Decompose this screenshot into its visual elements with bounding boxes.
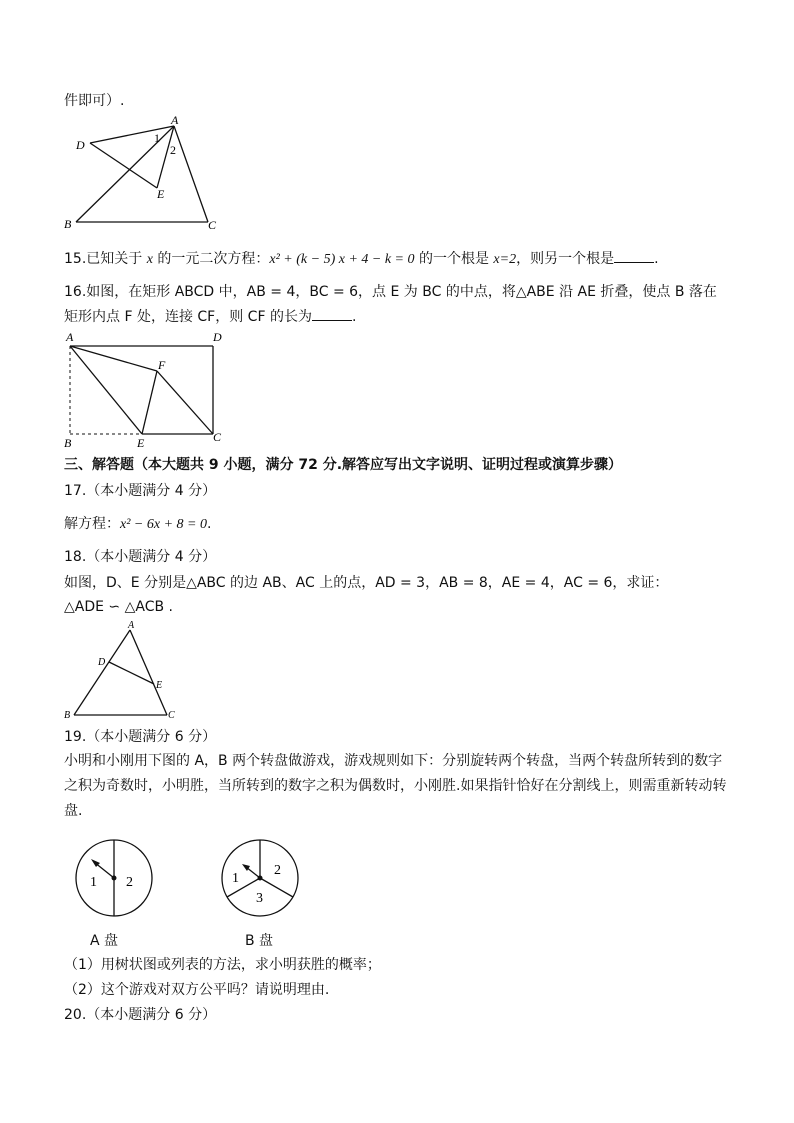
question-18-header: 18.（本小题满分 4 分） — [64, 549, 217, 565]
segment-ac — [174, 126, 208, 222]
label-e: E — [157, 187, 165, 201]
svg-text:1: 1 — [90, 875, 97, 890]
question-18-line2: △ADE ∽ △ACB . — [64, 599, 173, 615]
svg-text:B: B — [64, 710, 71, 721]
question-17-body: 解方程：x² − 6x + 8 = 0. — [64, 516, 212, 532]
spinner-b — [218, 838, 308, 922]
svg-text:2: 2 — [126, 875, 133, 890]
question-17-header: 17.（本小题满分 4 分） — [64, 483, 217, 499]
angle-2-label: 2 — [170, 143, 176, 157]
figure-q16 — [60, 326, 235, 450]
answer-blank — [614, 250, 654, 263]
label-d: D — [76, 138, 85, 152]
figure-q18 — [60, 618, 190, 723]
question-19-line3: 盘. — [64, 803, 83, 819]
svg-text:2: 2 — [274, 863, 281, 878]
question-19-sub2: （2）这个游戏对双方公平吗？请说明理由. — [64, 982, 330, 998]
question-20-header: 20.（本小题满分 6 分） — [64, 1007, 217, 1023]
svg-text:F: F — [158, 358, 166, 372]
question-19-header: 19.（本小题满分 6 分） — [64, 729, 217, 745]
question-19-sub1: （1）用树状图或列表的方法，求小明获胜的概率； — [64, 957, 381, 973]
segment-ad — [90, 126, 174, 143]
question-19-line2: 之积为奇数时，小明胜，当所转到的数字之积为偶数时，小刚胜.如果指针恰好在分割线上，则需重新转动转 — [64, 778, 727, 794]
angle-1-label: 1 — [154, 131, 160, 145]
question-19-line1: 小明和小刚用下图的 A，B 两个转盘做游戏，游戏规则如下：分别旋转两个转盘，当两个转盘所转到的数字 — [64, 753, 723, 769]
question-18-line1: 如图，D、E 分别是△ABC 的边 AB、AC 上的点，AD = 3，AB = 8，AE = 4，AC = 6，求证： — [64, 575, 669, 591]
svg-text:3: 3 — [256, 891, 263, 906]
section-three-heading: 三、解答题（本大题共 9 小题，满分 72 分.解答应写出文字说明、证明过程或演算步骤） — [64, 457, 623, 473]
svg-text:D: D — [98, 657, 106, 668]
svg-text:A: A — [128, 620, 135, 631]
segment-de — [90, 143, 157, 188]
q14-tail: 件即可）. — [64, 93, 125, 109]
svg-text:A: A — [66, 330, 74, 344]
spinner-a — [70, 838, 160, 922]
svg-text:E: E — [137, 436, 145, 450]
svg-text:1: 1 — [232, 871, 239, 886]
spinner-a-caption: A 盘 — [90, 933, 119, 949]
question-15: 15.已知关于 x 的一元二次方程：x² + (k − 5) x + 4 − k = 0 的一个根是 x=2，则另一个根是 . — [64, 251, 659, 267]
svg-text:C: C — [213, 430, 222, 444]
label-b: B — [64, 217, 72, 231]
svg-text:C: C — [168, 710, 175, 721]
question-16-line1: 16.如图，在矩形 ABCD 中，AB = 4，BC = 6，点 E 为 BC 的中点，将△ABE 沿 AE 折叠，使点 B 落在 — [64, 284, 717, 300]
spinner-b-caption: B 盘 — [245, 933, 274, 949]
question-16-line2: 矩形内点 F 处，连接 CF，则 CF 的长为 . — [64, 309, 357, 325]
svg-text:E: E — [156, 680, 163, 691]
label-c: C — [208, 218, 217, 232]
answer-blank — [312, 308, 352, 321]
svg-text:B: B — [64, 436, 72, 450]
label-a: A — [171, 113, 179, 127]
figure-q14 — [60, 112, 230, 237]
svg-text:D: D — [213, 330, 222, 344]
q15-equation: x² + (k − 5) x + 4 − k = 0 — [269, 252, 415, 267]
